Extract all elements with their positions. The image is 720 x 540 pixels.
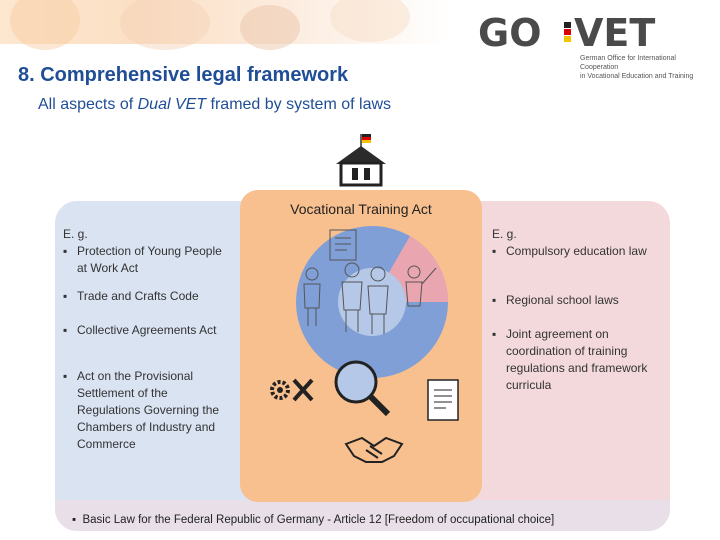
bullet: ▪ [72,514,77,526]
left-item-3-text: Collective Agreements Act [77,323,217,337]
bullet: ▪ [63,289,68,303]
subtitle-prefix: All aspects of [38,96,138,113]
left-item-4 [63,368,233,453]
certificate-icon [424,374,464,424]
bullet: ▪ [492,293,497,307]
logo-tagline [580,54,710,81]
right-item-3-block [492,326,657,394]
bullet: ▪ [63,323,68,337]
logo-text-go: GO [478,12,542,52]
government-building-icon [332,132,390,190]
tools-icon [268,374,318,406]
left-item-3-block [63,322,233,339]
govet-logo [478,12,698,80]
left-item-1 [63,243,223,277]
govet-wordmark [478,12,688,52]
left-item-2-text: Trade and Crafts Code [77,289,199,303]
logo-tagline-line2: in Vocational Education and Training [580,73,694,80]
basic-law-line [72,514,554,526]
left-item-4-text: Act on the Provisional Settlement of the Regulations Governing the Chambers of Industry and Commerce [77,369,220,451]
right-item-2-text: Regional school laws [506,293,619,307]
vocational-training-act-label: Vocational Training Act [290,201,432,217]
header-photo-strip [0,0,450,44]
magnifier-icon [330,356,392,418]
subtitle-suffix: framed by system of laws [206,96,392,113]
left-text-column [63,226,223,277]
left-item-1-text: Protection of Young People at Work Act [77,244,222,275]
logo-dot-gold [564,36,571,42]
handshake-icon [344,432,404,466]
left-item-2 [63,288,238,305]
logo-tagline-line1: German Office for International Cooperation [580,55,676,71]
subtitle-italic: Dual VET [137,96,207,113]
left-item-4-block [63,368,233,453]
basic-law-text: Basic Law for the Federal Republic of Germany - Article 12 [Freedom of occupational choice] [82,514,555,526]
bullet: ▪ [492,327,497,341]
left-item-2-block [63,288,238,305]
right-item-2-block [492,292,657,309]
slide-title: 8. Comprehensive legal framework [18,64,349,86]
logo-dot-black [564,22,571,28]
right-intro: E. g. [492,227,517,241]
left-intro: E. g. [63,227,88,241]
right-item-2 [492,292,657,309]
logo-dot-red [564,29,571,35]
logo-text-vet: VET [574,12,656,52]
right-item-1 [492,243,657,260]
right-item-3-text: Joint agreement on coordination of training regulations and framework curricula [506,327,648,392]
left-item-3 [63,322,233,339]
right-item-3 [492,326,657,394]
right-text-column [492,226,657,260]
slide-subtitle [38,96,391,114]
bullet: ▪ [63,369,68,383]
bullet: ▪ [492,244,497,258]
bullet: ▪ [63,244,68,258]
right-item-1-text: Compulsory education law [506,244,647,258]
